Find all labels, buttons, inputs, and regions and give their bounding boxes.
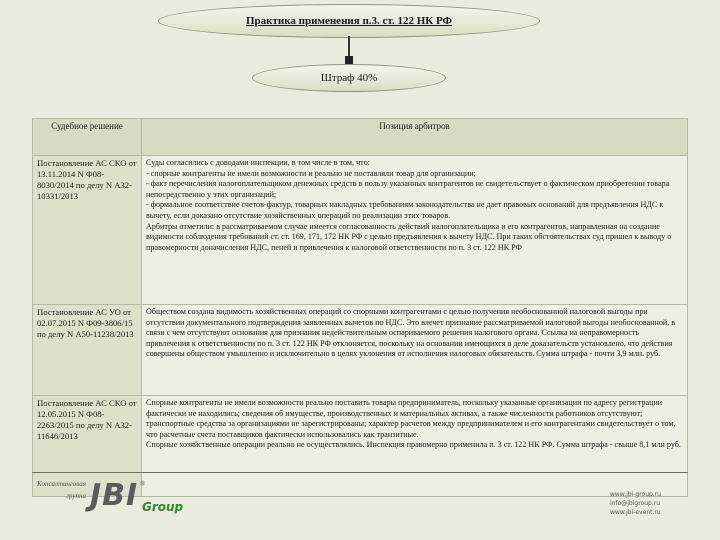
position-cell: Спорные контрагенты не имели возможности реально поставить товары предприниматель, поскольку указанные организации по адресу регистрации фактически не находились; сведения об имуществе, производственных и материальных активах, а также численности работников отсутствуют; транспортные средства за организациями не зарегистрированы; характер расчетов между предпринимателем и его контрагентами свидетельствует о том, что расчетные счета поставщиков фактически использовались как транзитные. Спорные хозяйственные операции реально не осуществлялись. Инспекция правомерно применила п. 3 ст. 122 НК РФ. Сумма штрафа - свыше 8,1 млн руб. <box>142 396 688 497</box>
logo-group-text: Group <box>142 500 184 514</box>
position-cell: Обществом создана видимость хозяйственных операций со спорными контрагентами с целью получения необоснованной налоговой выгоды при отсутствии документального подтверждения заявленных вычетов по НДС. Это влечет признание рассматриваемой налоговой выгоды необоснованной, в связи с чем отсутствуют основания для признания недействительным оспариваемого решения налогового органа. Ссылка на неправомерность привлечения к ответственности по п. 3 ст. 122 НК РФ отклоняется, поскольку на основании имеющихся в деле доказательств установлено, что действия совершены обществом умышленно и исключительно в целях уклонения от исполнения налоговых обязательств. Сумма штрафа - почти 3,9 млн. руб. <box>142 305 688 396</box>
case-cell: Постановление АС СКО от 12.05.2015 N Ф08-2263/2015 по делу N А32-11646/2013 <box>33 396 142 497</box>
registered-mark: ® <box>140 480 146 488</box>
case-cell: Постановление АС УО от 02.07.2015 N Ф09-3806/15 по делу N А50-11238/2013 <box>33 305 142 396</box>
table-row <box>33 305 688 396</box>
contact-email[interactable]: info@jbigroup.ru <box>610 500 660 507</box>
logo-caption: Консалтинговая группа <box>37 480 86 500</box>
practice-table <box>32 118 688 497</box>
footer-divider <box>32 472 688 473</box>
contact-event-site[interactable]: www.jbi-event.ru <box>610 509 661 516</box>
case-cell: Постановление АС СКО от 13.11.2014 N Ф08-8030/2014 по делу N А32-10331/2013 <box>33 156 142 305</box>
page-title: Практика применения п.3. ст. 122 НК РФ <box>158 4 540 38</box>
contact-website[interactable]: www.jbi-group.ru <box>610 491 661 498</box>
connector-dot <box>345 56 353 64</box>
col-header-decision: Судебное решение <box>33 119 142 156</box>
fine-label: Штраф 40% <box>252 64 446 92</box>
table-row <box>33 156 688 305</box>
table-header-row <box>33 119 688 156</box>
col-header-position: Позиция арбитров <box>142 119 688 156</box>
connector-line <box>348 36 350 58</box>
contact-list <box>610 490 661 517</box>
company-logo: JBI <box>90 478 139 513</box>
position-cell: Суды согласились с доводами инспекции, в том числе в том, что: - спорные контрагенты не имели возможности и реально не поставляли товар для организации; - факт перечисления налогоплательщиком денежных средств в пользу указанных контрагентов не свидетельствует о фактическом приобретении товара непосредственно у этих организаций; - формальное соответствие счетов-фактур, товарных накладных требованиям законодательства не дает правовых оснований для предъявления НДС к вычету, если доказано отсутствие хозяйственных операций по реализации этих товаров. Арбитры отметили: в рассматриваемом случае имеется согласованность действий налогоплательщика и его контрагентов, направленная на создание видимости соблюдения требований ст. ст. 169, 171, 172 НК РФ с целью предъявления к вычету НДС. При таких обстоятельствах суд пришел к выводу о правомерности доначисления НДС, пеней и привлечения к налоговой ответственности по п. 3 ст. 122 НК РФ <box>142 156 688 305</box>
